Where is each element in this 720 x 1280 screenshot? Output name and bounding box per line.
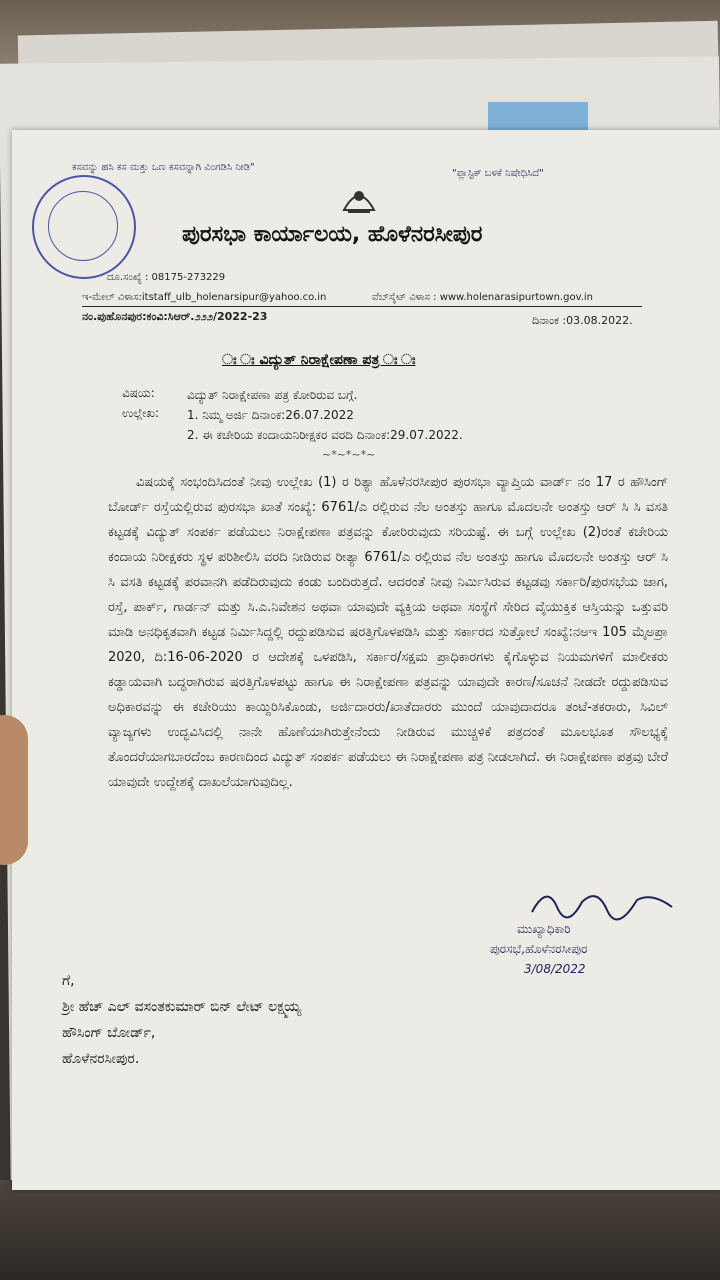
thumb-holding-page — [0, 715, 28, 865]
desk-background — [0, 1180, 720, 1280]
tagline-left: ಕಸವನ್ನು ಹಸಿ ಕಸ ಮತ್ತು ಒಣ ಕಸವನ್ನಾಗಿ ವಿಂಗಡಿಸಿ ನೀಡಿ" — [72, 162, 255, 173]
recipient-address-line: ಹೌಸಿಂಗ್ ಬೋರ್ಡ್, — [62, 1025, 156, 1041]
letter-sheet — [12, 130, 720, 1190]
subject-label: ವಿಷಯ: — [122, 386, 155, 400]
phone-number: ದೂ.ಸಂಖ್ಯೆ : 08175-273229 — [107, 272, 226, 283]
email-line: ಇ-ಮೇಲ್ ವಿಳಾಸ:itstaff_ulb_holenarsipur@yahoo.co.in — [82, 292, 327, 303]
tagline-right: "ಪ್ಲಾಸ್ಟಿಕ್ ಬಳಕೆ ನಿಷೇಧಿಸಿದೆ" — [452, 168, 544, 179]
state-emblem-icon — [334, 180, 384, 216]
letter-date: ದಿನಾಂಕ :03.08.2022. — [532, 314, 633, 327]
signature-date: 3/08/2022 — [524, 962, 586, 976]
website-line: ವೆಬ್‌ಸೈಟ್ ವಿಳಾಸ : www.holenarasipurtown.gov.in — [372, 292, 594, 303]
separator: ~*~*~*~ — [322, 448, 376, 461]
signature-office: ಪುರಸಭೆ,ಹೊಳೆನರಸೀಪುರ — [490, 942, 588, 956]
header-rule — [82, 306, 642, 307]
letter-body — [108, 470, 668, 795]
office-seal-stamp — [32, 175, 136, 279]
reference-item-2: 2. ಈ ಕಚೇರಿಯ ಕಂದಾಯನಿರೀಕ್ಷಕರ ವರದಿ ದಿನಾಂಕ:29.07.2022. — [187, 428, 463, 442]
signature-scribble-icon — [527, 882, 677, 922]
reference-item-1: 1. ನಿಮ್ಮ ಅರ್ಜಿ ದಿನಾಂಕ:26.07.2022 — [187, 408, 354, 422]
recipient-city: ಹೊಳೆನರಸೀಪುರ. — [62, 1051, 140, 1067]
recipient-name: ಶ್ರೀ ಹೆಚ್ ಎಲ್ ವಸಂತಕುಮಾರ್ ಬಿನ್ ಲೇಟ್ ಲಕ್ಷ್ಮಯ್ಯ — [62, 999, 302, 1015]
reference-number: ನಂ.ಪುಹೊನಪುರ:ಕಂವಿ:ಸಿಆರ್.೨೨೨/2022-23 — [82, 310, 268, 323]
recipient-label: ಗೆ, — [62, 973, 75, 989]
letter-title: ಃ ಃ ವಿದ್ಯುತ್ ನಿರಾಕ್ಷೇಪಣಾ ಪತ್ರ ಃ ಃ — [222, 352, 416, 368]
reference-label: ಉಲ್ಲೇಖ: — [122, 406, 160, 420]
signature-title: ಮುಖ್ಯಾಧಿಕಾರಿ — [517, 922, 571, 936]
body-paragraph: ವಿಷಯಕ್ಕೆ ಸಂಭಂದಿಸಿದಂತೆ ನೀವು ಉಲ್ಲೇಖ (1) ರ ರಿತ್ಯಾ ಹೊಳೆನರಸೀಪುರ ಪುರಸಭಾ ವ್ಯಾಪ್ತಿಯ ವಾರ್ಡ್ ನಂ 17 ರ ಹೌಸಿಂಗ್ ಬೋರ್ಡ್ ರಸ್ತೆಯಲ್ಲಿರುವ ಪುರಸಭಾ ಖಾತೆ ಸಂಖ್ಯೆ: 6761/ಎ ರಲ್ಲಿರುವ ನೆಲ ಅಂತಸ್ತು ಹಾಗೂ ಮೊದಲನೇ ಅಂತಸ್ತು ಆರ್ ಸಿ ಸಿ ವಸತಿ ಕಟ್ಟಡಕ್ಕೆ ವಿದ್ಯುತ್ ಸಂಪರ್ಕ ಪಡೆಯಲು ನಿರಾಕ್ಷೇಪಣಾ ಪತ್ರವನ್ನು ಕೋರಿರುವುದು ಸರಿಯಷ್ಟೆ. ಈ ಬಗ್ಗೆ ಉಲ್ಲೇಖ (2)ರಂತೆ ಕಚೇರಿಯ ಕಂದಾಯ ನಿರೀಕ್ಷಕರು ಸ್ಥಳ ಪರಿಶೀಲಿಸಿ ವರದಿ ನೀಡಿರುವ ರೀತ್ಯಾ 6761/ಎ ರಲ್ಲಿರುವ ನೆಲ ಅಂತಸ್ತು ಹಾಗೂ ಮೊದಲನೇ ಅಂತಸ್ತು ಆರ್ ಸಿ ಸಿ ವಸತಿ ಕಟ್ಟಡಕ್ಕೆ ಪರವಾನಗಿ ಪಡೆದಿರುವುದು ಕಂಡು ಬಂದಿರುತ್ತದೆ. ಆದರಂತೆ ನೀವು ನಿರ್ಮಿಸಿರುವ ಕಟ್ಟಡವು ಸರ್ಕಾರಿ/ಪುರಸಭೆಯ ಜಾಗ, ರಸ್ತೆ, ಪಾರ್ಕ್, ಗಾರ್ಡನ್ ಮತ್ತು ಸಿ.ಎ.ನಿವೇಶನ ಅಥವಾ ಯಾವುದೇ ವ್ಯಕ್ತಿಯ ಅಥವಾ ಸಂಸ್ಥೆಗೆ ಸೇರಿದ ವೈಯುಕ್ತಿಕ ಆಸ್ತಿಯನ್ನು ಒತ್ತುವರಿ ಮಾಡಿ ಅನಧಿಕೃತವಾಗಿ ಕಟ್ಟಡ ನಿರ್ಮಿಸಿದ್ದಲ್ಲಿ ರದ್ದುಪಡಿಸುವ ಷರತ್ತಿಗೊಳಪಡಿಸಿ ಮತ್ತು ಸರ್ಕಾರದ ಸುತ್ತೋಲೆ ಸಂಖ್ಯೆ:ನಅಇ 105 ಮೈಅಪ್ರಾ 2020, ದಿ:16-06-2020 ರ ಆದೇಶಕ್ಕೆ ಒಳಪಡಿಸಿ, ಸರ್ಕಾರ/ಸಕ್ಷಮ ಪ್ರಾಧಿಕಾರಗಳು ಕೈಗೊಳ್ಳುವ ನಿಯಮಗಳಿಗೆ ಮಾಲೀಕರು ಕಡ್ಡಾಯವಾಗಿ ಬದ್ಧರಾಗಿರುವ ಷರತ್ತಿಗೊಳಪಟ್ಟು ಹಾಗೂ ಈ ನಿರಾಕ್ಷೇಪಣಾ ಪತ್ರವನ್ನು ಯಾವುದೇ ಕಾರಣ/ಸೂಚನೆ ನೀಡದೇ ರದ್ದುಪಡಿಸುವ ಅಧಿಕಾರವನ್ನು ಈ ಕಚೇರಿಯು ಕಾಯ್ದಿರಿಸಿಕೊಂಡು, ಅರ್ಜಿದಾರರು/ಖಾತೆದಾರರು ಮುಂದೆ ಯಾವುದಾದರೂ ತಂಟೆ-ತಕರಾರು, ಸಿವಿಲ್ ವ್ಯಾಜ್ಯಗಳು ಉದ್ಭವಿಸಿದಲ್ಲಿ ನಾನೇ ಹೊಣೆಯಾಗಿರುತ್ತೇನೆಂದು ನೀಡಿರುವ ಮುಚ್ಚಳಿಕೆ ಪತ್ರದಂತೆ ಮೂಲಭೂತ ಸೌಲಭ್ಯಕ್ಕೆ ತೊಂದರೆಯಾಗಬಾರದೆಂಬ ಕಾರಣದಿಂದ ವಿದ್ಯುತ್ ಸಂಪರ್ಕ ಪಡೆಯಲು ಈ ನಿರಾಕ್ಷೇಪಣಾ ಪತ್ರ ನೀಡಲಾಗಿದೆ. ಈ ನಿರಾಕ್ಷೇಪಣಾ ಪತ್ರವು ಬೇರೆ ಯಾವುದೇ ಉದ್ದೇಶಕ್ಕೆ ದಾಖಲೆಯಾಗುವುದಿಲ್ಲ. — [108, 475, 668, 790]
subject-text: ವಿದ್ಯುತ್ ನಿರಾಕ್ಷೇಪಣಾ ಪತ್ರ ಕೋರಿರುವ ಬಗ್ಗೆ. — [187, 388, 358, 402]
office-name: ಪುರಸಭಾ ಕಾರ್ಯಾಲಯ, ಹೊಳೆನರಸೀಪುರ — [182, 222, 483, 247]
